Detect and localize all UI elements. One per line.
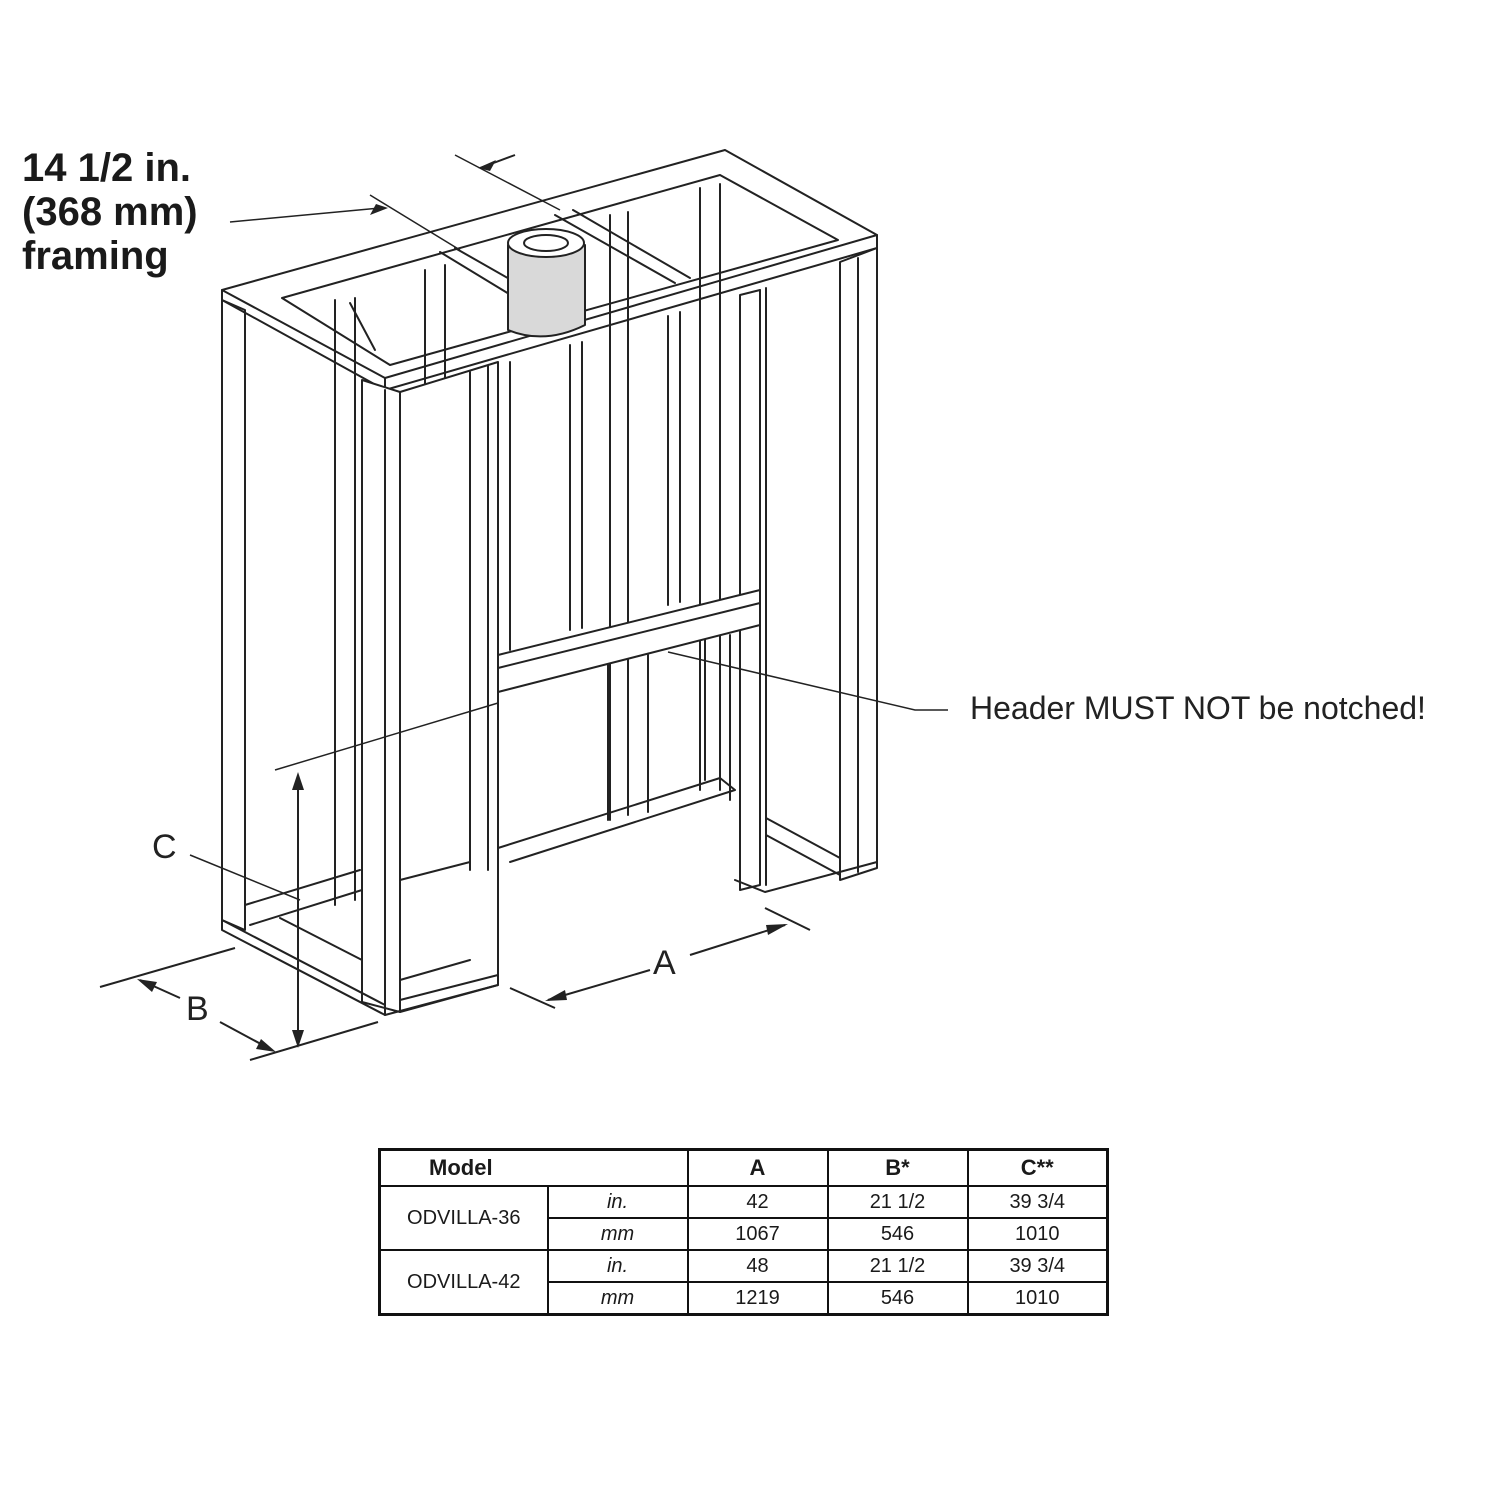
header-a: A	[688, 1150, 828, 1187]
value-a: 42	[688, 1186, 828, 1218]
value-b: 21 1/2	[828, 1250, 968, 1282]
value-a: 48	[688, 1250, 828, 1282]
header-c: C**	[968, 1150, 1108, 1187]
dim-b-label: B	[186, 990, 209, 1028]
table-header-row	[380, 1150, 1108, 1187]
front-left-stud	[362, 380, 400, 1012]
model-name: ODVILLA-42	[380, 1250, 548, 1315]
value-a: 1219	[688, 1282, 828, 1315]
value-b: 546	[828, 1282, 968, 1315]
dim-a-label: A	[653, 944, 676, 982]
model-name: ODVILLA-36	[380, 1186, 548, 1250]
value-a: 1067	[688, 1218, 828, 1250]
framing-label-line-1: 14 1/2 in.	[22, 146, 191, 190]
unit-cell: in.	[548, 1186, 688, 1218]
vent-pipe	[508, 245, 585, 336]
dimension-spec-table	[378, 1148, 1109, 1316]
framing-label-line-3: framing	[22, 234, 169, 278]
table-row	[380, 1186, 1108, 1218]
header-warning-callout: Header MUST NOT be notched!	[970, 690, 1426, 726]
header-b: B*	[828, 1150, 968, 1187]
unit-cell: in.	[548, 1250, 688, 1282]
framing-depth-label	[22, 146, 198, 278]
dim-a-ext-left	[510, 988, 555, 1008]
unit-cell: mm	[548, 1218, 688, 1250]
framing-label-line-2: (368 mm)	[22, 190, 198, 234]
value-c: 39 3/4	[968, 1186, 1108, 1218]
dim-c-label: C	[152, 828, 177, 866]
front-left-wall	[400, 362, 498, 1012]
back-left-post	[222, 300, 245, 930]
value-b: 21 1/2	[828, 1186, 968, 1218]
value-c: 39 3/4	[968, 1250, 1108, 1282]
dim-b-ext-right	[250, 1022, 378, 1060]
unit-cell: mm	[548, 1282, 688, 1315]
value-c: 1010	[968, 1282, 1108, 1315]
value-b: 546	[828, 1218, 968, 1250]
table-row	[380, 1250, 1108, 1282]
wood-frame	[222, 150, 877, 1015]
framing-arrow-lower	[370, 204, 388, 215]
dim-b-ext-left	[100, 948, 235, 987]
header-model: Model	[380, 1150, 688, 1187]
value-c: 1010	[968, 1218, 1108, 1250]
